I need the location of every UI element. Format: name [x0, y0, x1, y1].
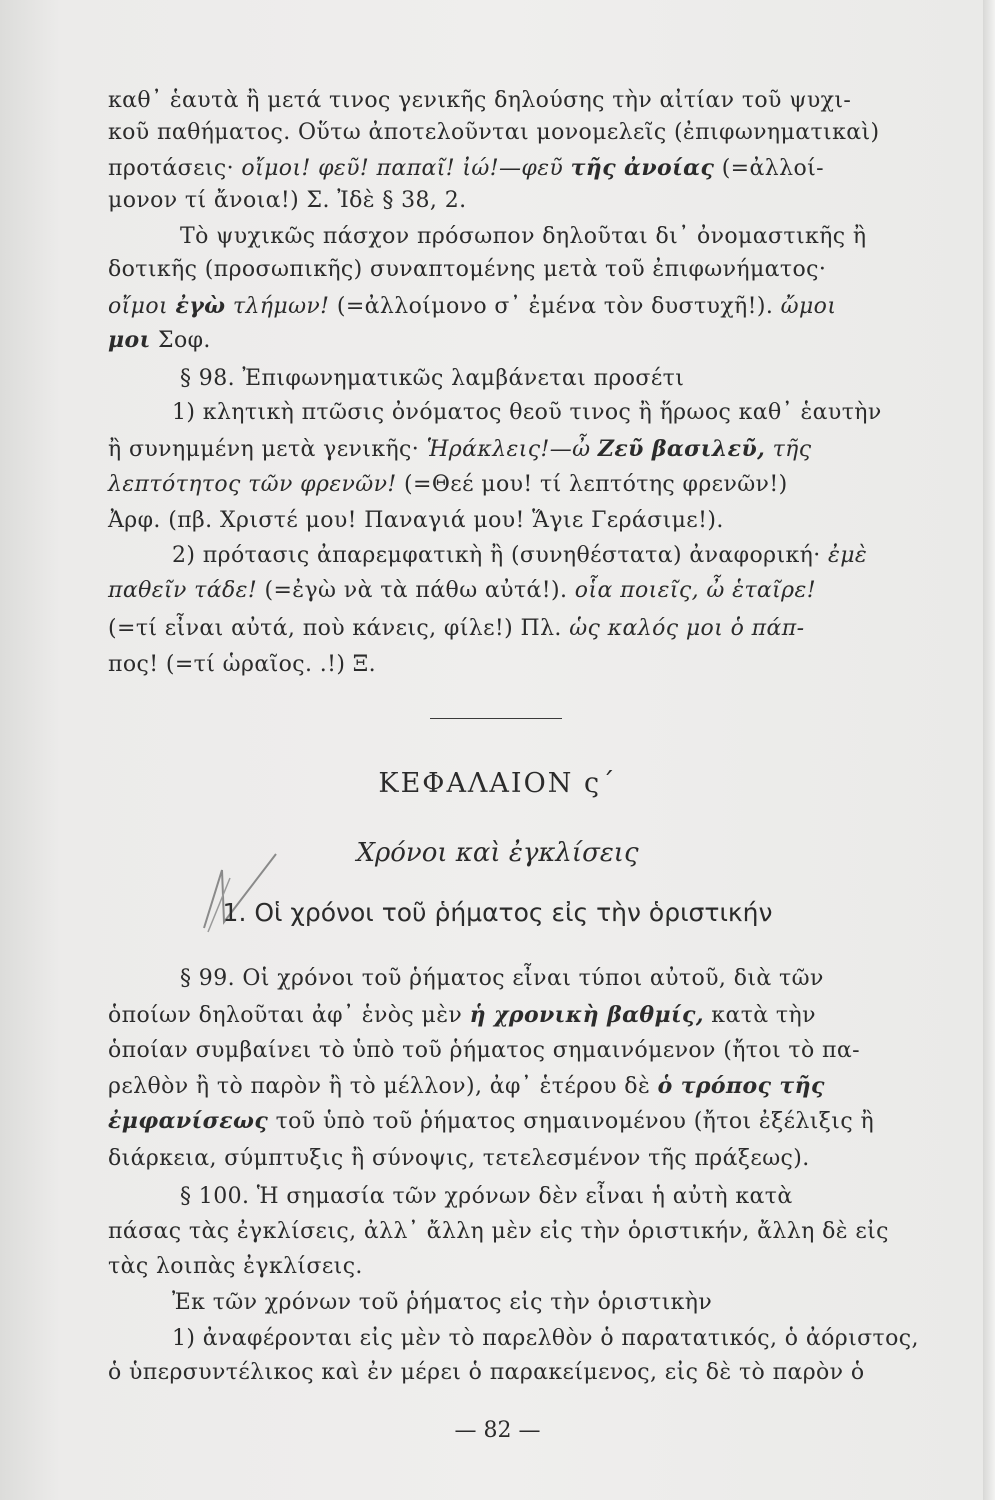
- text-run: (=Θεέ μου! τί λεπτότης φρενῶν!): [396, 472, 788, 497]
- text-run: τοῦ ὑπὸ τοῦ ῥήματος σημαινομένου (ἤτοι ἐξέλιξις ἢ: [275, 1109, 875, 1134]
- paragraph-100-start: § 100. Ἡ σημασία τῶν χρόνων δὲν εἶναι ἡ αὐτὴ κατὰ: [180, 1184, 793, 1209]
- text-line: ὁποίαν συμβαίνει τὸ ὑπὸ τοῦ ῥήματος σημαινόμενον (ἤτοι τὸ πα-: [108, 1038, 860, 1063]
- example-text: παθεῖν τάδε!: [108, 578, 258, 603]
- section-divider: [430, 718, 562, 719]
- text-line: Ἀρφ. (πβ. Χριστέ μου! Παναγιά μου! Ἅγιε Γεράσιμε!).: [108, 508, 724, 533]
- text-line: καθ᾽ ἑαυτὰ ἢ μετά τινος γενικῆς δηλούσης τὴν αἰτίαν τοῦ ψυχι-: [108, 88, 852, 113]
- emphasis-example: μοι: [108, 327, 151, 353]
- interjection-examples: οἴμοι! φεῦ! παπαῖ! ἰώ!—φεῦ: [234, 156, 571, 181]
- text-line: [108, 434, 898, 465]
- example-text: τλήμων!: [225, 294, 330, 319]
- page-number: — 82 —: [454, 1418, 541, 1443]
- text-line: 1) κλητικὴ πτῶσις ὀνόματος θεοῦ τινος ἢ ἥρωος καθ᾽ ἑαυτὴν: [172, 400, 882, 425]
- text-line: ὁ ὑπερσυντέλικος καὶ ἐν μέρει ὁ παρακείμενος, εἰς δὲ τὸ παρὸν ὁ: [108, 1360, 865, 1385]
- example-text: λεπτότητος τῶν φρενῶν!: [108, 472, 397, 497]
- text-line: [108, 1106, 898, 1137]
- text-line: [108, 1000, 898, 1031]
- text-line: 1) ἀναφέρονται εἰς μὲν τὸ παρελθὸν ὁ παρατατικός, ὁ ἀόριστος,: [172, 1326, 919, 1351]
- text-run: Σοφ.: [150, 328, 211, 353]
- text-line: [108, 291, 898, 322]
- text-line: διάρκεια, σύμπτυξις ἢ σύνοψις, τετελεσμένον τῆς πράξεως).: [108, 1146, 810, 1171]
- example-text: οἴμοι: [108, 294, 176, 319]
- example-text: ὤμοι: [780, 294, 837, 319]
- emphasis-example: τῆς ἀνοίας: [570, 155, 715, 181]
- text-line: πος! (=τί ὡραῖος. .!) Ξ.: [108, 652, 377, 677]
- example-text: ἐμὲ: [828, 543, 868, 568]
- text-line: πάσας τὰς ἐγκλίσεις, ἀλλ᾽ ἄλλη μὲν εἰς τὴν ὁριστικήν, ἄλλη δὲ εἰς: [108, 1219, 889, 1244]
- text-run: ὁποίων δηλοῦται ἀφ᾽ ἑνὸς μὲν: [108, 1003, 470, 1028]
- text-run: 2) πρότασις ἀπαρεμφατικὴ ἢ (συνηθέστατα) ἀναφορική·: [172, 543, 828, 568]
- text-line: [172, 541, 898, 571]
- emphasis-term: ἡ χρονικὴ βαθμίς,: [469, 1002, 704, 1028]
- emphasis-term: ἐμφανίσεως: [108, 1108, 269, 1134]
- emphasis-example: Ζεῦ βασιλεῦ,: [597, 436, 766, 462]
- text-line: [108, 614, 898, 644]
- text-line: [108, 1071, 898, 1102]
- chapter-title: ΚΕΦΑΛΑΙΟΝ ς΄: [378, 768, 617, 799]
- example-text: οἷα ποιεῖς, ὦ ἑταῖρε!: [574, 578, 816, 603]
- text-run: (=ἐγὼ νὰ τὰ πάθω αὐτά!).: [257, 578, 575, 603]
- text-run: (=ἀλλοί-: [714, 156, 824, 181]
- text-run: προτάσεις·: [108, 156, 235, 181]
- text-line: Τὸ ψυχικῶς πάσχον πρόσωπον δηλοῦται δι᾽ ὀνομαστικῆς ἢ: [180, 224, 867, 249]
- paragraph-98-start: § 98. Ἐπιφωνηματικῶς λαμβάνεται προσέτι: [180, 366, 685, 391]
- text-line: [108, 153, 898, 184]
- text-line: κοῦ παθήματος. Οὕτω ἀποτελοῦνται μονομελεῖς (ἐπιφωνηματικαὶ): [108, 120, 880, 145]
- example-text: ὡς καλός μοι ὁ πάπ-: [569, 616, 805, 641]
- text-line: [108, 576, 898, 606]
- text-run: ἢ συνημμένη μετὰ γενικῆς·: [108, 437, 427, 462]
- text-run: (=ἀλλοίμονο σ᾽ ἐμένα τὸν δυστυχῆ!).: [329, 294, 781, 319]
- text-run: κατὰ τὴν: [703, 1003, 816, 1028]
- example-text: Ἡράκλεις!—ὦ: [426, 437, 598, 462]
- text-line: μονον τί ἄνοια!) Σ. Ἰδὲ § 38, 2.: [108, 188, 467, 213]
- text-line: τὰς λοιπὰς ἐγκλίσεις.: [108, 1254, 363, 1279]
- text-line: δοτικῆς (προσωπικῆς) συναπτομένης μετὰ τοῦ ἐπιφωνήματος·: [108, 257, 827, 282]
- section-heading: 1. Οἱ χρόνοι τοῦ ῥήματος εἰς τὴν ὁριστικήν: [222, 898, 773, 927]
- example-text: τῆς: [765, 437, 812, 462]
- emphasis-example: ἐγὼ: [175, 293, 226, 319]
- paragraph-99-start: § 99. Οἱ χρόνοι τοῦ ῥήματος εἶναι τύποι αὐτοῦ, διὰ τῶν: [180, 966, 824, 991]
- emphasis-term: ὁ τρόπος τῆς: [657, 1073, 825, 1099]
- text-line: [108, 470, 898, 500]
- text-run: ρελθὸν ἢ τὸ παρὸν ἢ τὸ μέλλον), ἀφ᾽ ἑτέρου δὲ: [108, 1074, 658, 1099]
- text-run: (=τί εἶναι αὐτά, ποὺ κάνεις, φίλε!) Πλ.: [108, 616, 570, 641]
- page-edge-shadow: [983, 0, 995, 1500]
- text-line: [108, 325, 898, 356]
- chapter-subtitle: Χρόνοι καὶ ἐγκλίσεις: [356, 838, 639, 868]
- text-line: Ἐκ τῶν χρόνων τοῦ ῥήματος εἰς τὴν ὁριστικὴν: [172, 1290, 713, 1315]
